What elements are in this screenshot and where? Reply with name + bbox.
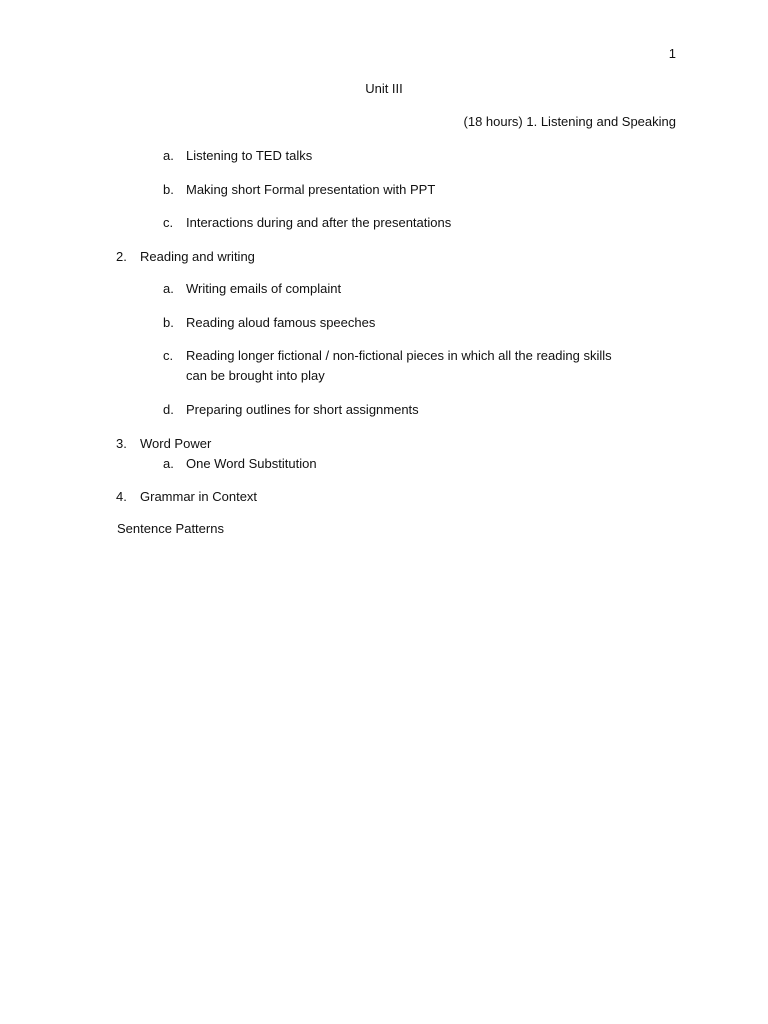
section-number: 2. — [116, 249, 127, 264]
list-item-text: Preparing outlines for short assignments — [186, 402, 419, 417]
list-marker: c. — [163, 348, 174, 363]
unit-title: Unit III — [365, 81, 403, 96]
hours-line: (18 hours) 1. Listening and Speaking — [463, 114, 676, 129]
list-item-text: Reading longer fictional / non-fictional pieces in which all the reading skills — [186, 348, 612, 363]
page-number: 1 — [668, 46, 676, 61]
list-marker: b. — [163, 182, 174, 197]
list-item-text: Making short Formal presentation with PPT — [186, 182, 436, 197]
list-marker: a. — [163, 148, 174, 163]
list-item-text-continuation: can be brought into play — [186, 368, 325, 383]
section-number: 4. — [116, 489, 127, 504]
list-marker: a. — [163, 456, 174, 471]
list-item-text: One Word Substitution — [186, 456, 317, 471]
section-title: Grammar in Context — [140, 489, 258, 504]
list-marker: a. — [163, 281, 174, 296]
section-number: 3. — [116, 436, 127, 451]
list-marker: c. — [163, 215, 174, 230]
footer-text: Sentence Patterns — [117, 521, 224, 536]
list-item-text: Reading aloud famous speeches — [186, 315, 376, 330]
list-item-text: Interactions during and after the presentations — [186, 215, 452, 230]
list-marker: d. — [163, 402, 174, 417]
section-title: Reading and writing — [140, 249, 255, 264]
list-item-text: Listening to TED talks — [186, 148, 313, 163]
list-item-text: Writing emails of complaint — [186, 281, 342, 296]
list-marker: b. — [163, 315, 174, 330]
section-title: Word Power — [140, 436, 212, 451]
